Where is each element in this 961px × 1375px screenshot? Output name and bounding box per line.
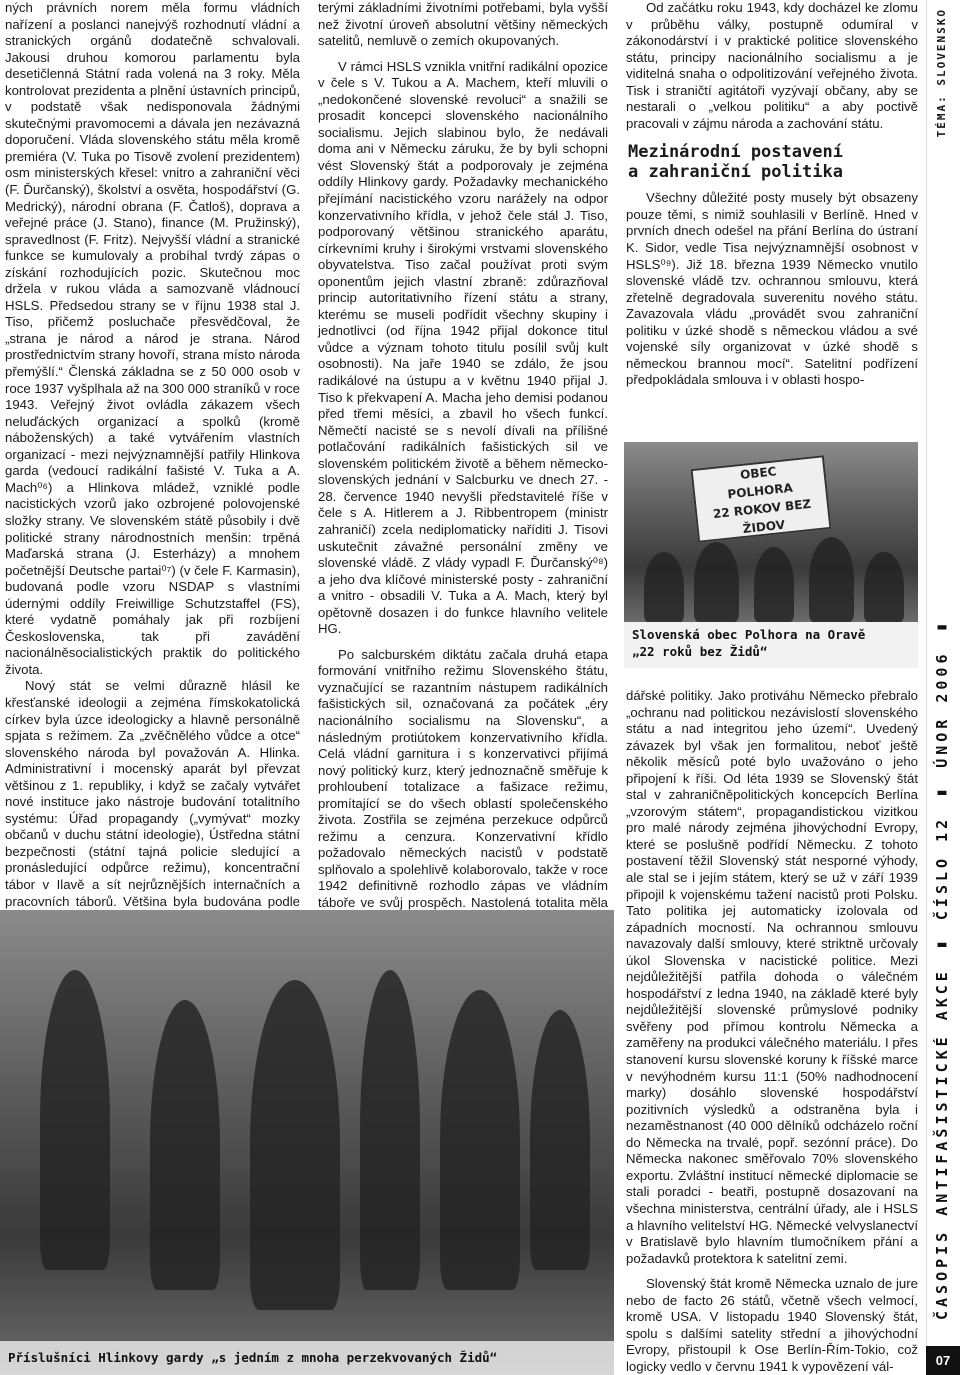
text-column-3	[626, 0, 918, 440]
heading-line: a zahraniční politika	[628, 162, 843, 183]
photo-figure	[644, 552, 684, 622]
paragraph: Slovenský štát kromě Německa uznalo de jure nebo de facto 26 států, včetně všech velmocí, kromě USA. V listopadu 1940 Slovenský štát, spolu s dalšími satelity střední a jihovýchodní Evropy, přistoupil k Ose Berlín-Řím-Tokio, což logicky vedlo v červnu 1941 k vypovězení vál-	[626, 1276, 918, 1374]
photo-figure	[694, 542, 739, 622]
section-heading	[628, 142, 918, 182]
photo-figure	[40, 970, 110, 1270]
photo-sign	[690, 455, 831, 543]
paragraph: Od začátku roku 1943, kdy docházel ke zlomu v průběhu války, postupně odumíral v zákonodárství i v praktické politice slovenského státu, principy nacionálního socialismu a je viditelná snaha o odpolitizování veřejného života. Tisk i straničtí agitátoři vyzývají občany, aby se nestarali o „velkou politiku“ a aby poctivě pracovali v zájmu národa a zachování státu.	[626, 0, 918, 131]
paragraph: dářské politiky. Jako protiváhu Německo přebralo „ochranu nad politickou nezávislostí slovenského státu a nad integritou jeho území“. Uvedený závazek byl však jen formalitou, neboť ještě několik měsíců poté bylo uvažováno o jeho připojení k říši. Od léta 1939 se Slovenský štát stal v zahraničněpolitických koncepcích Berlína „vzorovým státem“, propagandistickou vizitkou pro malé národy zejména jihovýchodní Evropy, které se poslušně podřídí Německu. Z tohoto postavení těžil Slovenský stát nesporné výhody, ale stal se i jejím státem, který se už v září 1939 připojil k vojenskému tažení nacistů proti Polsku. Tato politika jej automaticky izolovala od západních mocností. Na ochrannou smlouvu navazovaly další smlouvy, které striktně určovaly úkol Slovenska v nacistické politice. Mezi nejdůležitější patřila dohoda o válečném hospodářství z ledna 1940, na základě které byly nejdůležitější slovenské průmyslové podniky svěřeny pod přímou kontrolu Německa a zaměřeny na produkci válečného materiálu. I přes stanovení kursu slovenské koruny k říšské marce v nevýhodném kursu 11:1 (50% nadhodnocení marky) dosáhlo slovenské hospodářství pozitivních výsledků a odstraněna byla i nezaměstnanost (40 000 dělníků odcházelo roční do Německa na trvalé, popř. sezónní práce). Do Německa nakonec směřovalo 70% slovenského exportu. Zvláštní institucí německé diplomacie se stali poradci - beatři, postupně dosazovaní na všechna ministerstva, centrální úřady, ale i HSLS a hlavního velitelství HG. Německé velvyslanectví v Bratislavě bylo hlavním tlumočníkem přání a požadavků protektora k satelitní zemi.	[626, 688, 918, 1266]
sign-line: 22 ROKOV BEZ ŽIDOV	[712, 496, 812, 537]
photo-figure	[250, 980, 340, 1310]
photo-polhora-village	[624, 442, 918, 622]
paragraph: Všechny důležité posty musely být obsazeny pouze těmi, s nimiž souhlasili v Berlíně. Hned v prvních dnech odešel na přání Berlína do ústraní K. Sidor, vedle Tisa nejvýznamnější osobnost v HSLS⁰⁹). Již 18. března 1939 Německo vnutilo slovenské vládě tzv. ochrannou smlouvu, která zřetelně degradovala suverenitu nového státu. Zavazovala vládu „provádět svou zahraniční politiku v úzké shodě s německou vládou a své vojenské síly organizovat v úzké shodě s německou brannou mocí“. Satelitní podřízení předpokládala smlouva i v oblasti hospo-	[626, 190, 918, 388]
photo2-caption	[632, 626, 865, 660]
text-column-1	[5, 0, 300, 909]
sign-line: POLHORA	[726, 480, 794, 502]
topic-label: TÉMA: SLOVENSKO	[935, 8, 948, 138]
paragraph: Nový stát se velmi důrazně hlásil ke křesťanské ideologii a zejména římskokatolická církev byla úzce ideologicky a hlavně personálně spjata s režimem. Za „zvěčnělého vůdce a otce“ slovenského národa byl považován A. Hlinka. Administrativní i mocenský aparát byl převzat většinou z 1. republiky, i když se začaly vytvářet nové instituce jako nástroje budování totalitního systému: Úřad propagandy („vymývat“ mozky občanů v duchu státní ideologie), Ústředna státní bezpečnosti (státní tajná policie sledující a pronásledující odpůrce režimu), koncentrační tábor v Ilavě a sít nejrůznějších internačních a pracovních táborů. Většina byla budována podle	[5, 678, 300, 909]
heading-line: Mezinárodní postavení	[628, 142, 843, 163]
caption-line: Slovenská obec Polhora na Oravě	[632, 627, 866, 642]
photo-figure	[150, 1000, 220, 1290]
paragraph: terými základními životními potřebami, byla vyšší než životní úroveň absolutní většiny německých satelitů, nemluvě o zemích okupovaných.	[318, 0, 608, 49]
photo2-caption-box	[624, 622, 918, 668]
photo-figure	[530, 1010, 590, 1270]
masthead-text: ČASOPIS ANTIFAŠISTICKÉ AKCE ▬ ČÍSLO 12 ▬ ÚNOR 2006 ▬	[933, 615, 951, 1320]
photo-figure	[864, 552, 904, 622]
paragraph: ných právních norem měla formu vládních nařízení a poslanci nanejvýš rozhodnutí vládní a stranických orgánů dodatečně schvalovali. Jakousi druhou komorou parlamentu byla desetičlenná Státní rada volená na 3 roky. Měla kontrolovat prezidenta a plnění ústavních principů, v podstatě však nedisponovala žádnými skutečnými pravomocemi a dávala jen nezávazná doporučení. Vláda slovenského státu měla kromě premiéra (V. Tuka po Tisově zvolení prezidentem) osm ministerských křesel: vnitro a zahraniční věci (F. Ďurčanský), školství a osvěta, hospodářství (G. Medrický), národní obrana (F. Čatloš), doprava a veřejné práce (J. Stano), finance (M. Pružinský), spravedlnost (F. Fritz). Nejvyšší vládní a stranické funkce se kumulovaly a probíhal tvrdý zápas o získání rozhodujících pozic. Skutečnou moc držela v rukou vláda a samozvaně vládnoucí HSLS. Předsedou strany se v říjnu 1938 stal J. Tiso, přičemž posluchače přesvědčoval, že „strana je národ a národ je strana. Národ prostřednictvím strany hovoří, strana místo národa přemýšlí.“ Členská základna se z 50 000 osob v roce 1937 vyšplhala až na 300 000 straníků v roce 1943. Veřejný život ovládla zákazem všech neluďáckých organizací a spolků (kromě náboženských) a také vytvářením vlastních organizací - mezi nejvýznamnější patřily Hlinkova garda (vedoucí radikální fašisté V. Tuka a A. Mach⁰⁶) a Hlinkova mládež, vzniklé podle nacistických vzorů jako ozbrojené polovojenské složky strany. Ve slovenském státě působily i dvě politické strany národnostních menšin: trpěná Maďarská strana (J. Esterházy) a mnohem početnější Deutsche partai⁰⁷) (v čele F. Karmasin), budovaná podle vzoru NSDAP s vlastními údernými oddíly Freiwillige Schutzstaffel (FS), které vydatně pomáhaly jak při rozbíjení Československa, tak při zavádění nacionálněsocialistických praktik do politického života.	[5, 0, 300, 677]
vertical-masthead	[926, 0, 961, 1375]
text-column-2	[318, 0, 608, 910]
photo-figure	[360, 970, 420, 1290]
sign-line: OBEC	[739, 464, 778, 483]
photo-figure	[440, 990, 520, 1290]
paragraph: V rámci HSLS vznikla vnitřní radikální opozice v čele s V. Tukou a A. Machem, kteří mluvili o „nedokončené slovenské revoluci“ a snažili se prosadit koncepci slovenského nacionálního socialismu. Jejich slabinou bylo, že nedávali doma ani v Německu záruku, že by byli schopni vést Slovenský štát a podporovaly je zejména oddíly Hlinkovy gardy. Požadavky mechanického přejímání nacistického vzoru narážely na odpor konzervativního křídla, v jehož čele stál J. Tiso, podporovaný většinou stranického aparátu, církevními kruhy i širokými vrstvami slovenského obyvatelstva. Tiso začal používat proti svým oponentům jejich vlastní zbraně: zdůrazňoval princip autoritativního řízení státu a strany, kterému se museli podřídit všechny skupiny i jednotlivci (od října 1942 přijal dokonce titul vůdce a význam tohoto titulu posílil svůj kult osobnosti). Na jaře 1940 se zdálo, že jsou radikálové na ústupu a v květnu 1940 přijal J. Tiso k překvapení A. Macha jeho demisi podanou před třemi měsíci, a zbavil ho všech funkcí. Němečtí nacisté se s nevolí dívali na přílišné potlačování radikálních fašistických sil ve slovenském politickém životě a během německo-slovenských jednání v Salcburku ve dnech 27. - 28. července 1940 nevyšli představitelé říše v čele s A. Hitlerem a J. Ribbentropem (ministr zahraničí) zcela nediplomaticky naříditi J. Tisovi uskutečnit závažné personální změny ve slovenské vládě. Z vlády vypadl F. Ďurčanský⁰⁸) a jeho dva klíčové ministerské posty - zahraniční a vnitro - obsadili V. Tuka a A. Mach, který byl opětovně dosazen i do funkce hlavního velitele HG.	[318, 58, 608, 637]
caption-line: „22 roků bez Židů“	[632, 644, 768, 659]
text-column-3-continued	[626, 688, 918, 1375]
photo-figure	[809, 537, 854, 622]
page-number: 07	[926, 1346, 960, 1375]
photo-hlinka-guard	[0, 910, 614, 1375]
photo1-caption: Příslušníci Hlinkovy gardy „s jedním z mnoha perzekvovaných Židů“	[8, 1350, 498, 1365]
paragraph: Po salcburském diktátu začala druhá etapa formování vnitřního režimu Slovenského štátu, vyznačující se razantním nástupem radikálních fašistických sil, označovaná za počátek „éry nacionálního socialismu na Slovensku“, a následným protiútokem konzervativního křídla. Celá vládní garnitura i s konzervativci přijímá nový politický kurz, který jednoznačně směřuje k prohloubení totalizace a fašizace režimu, promítající se do všech oblastí společenského života. Zostřila se zejména perzekuce odpůrců režimu a cenzura. Konzervativní křídlo požadovalo německých nacistů v podstatě splňovalo a spolehlivě kolaborovalo, takže v roce 1942 definitivně rozhodlo zápas ve vládním táboře ve svůj prospěch. Nastolená totalita měla	[318, 646, 608, 910]
photo-figure	[754, 547, 794, 622]
